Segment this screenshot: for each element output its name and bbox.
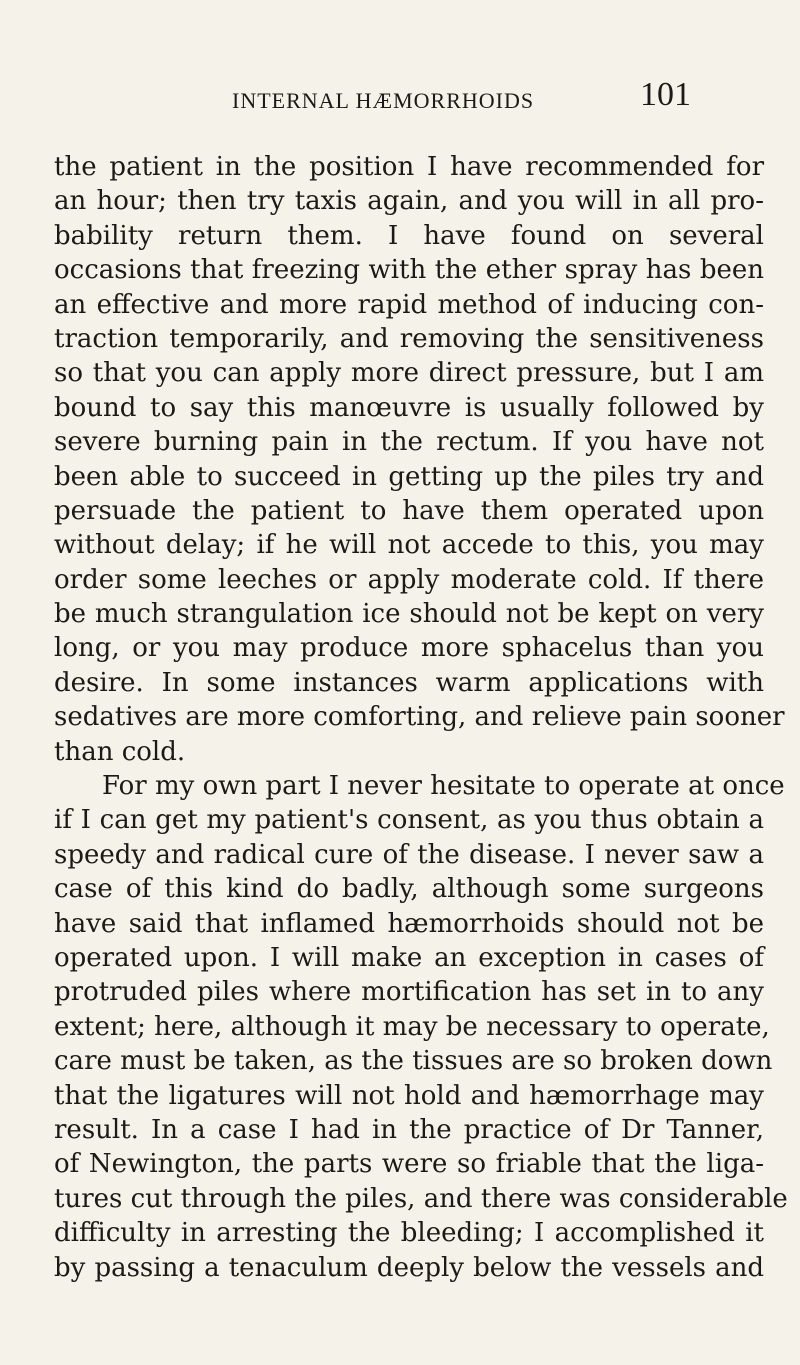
text-line: be much strangulation ice should not be kept on very [54,599,764,630]
text-line: sedatives are more comforting, and relieve pain sooner [54,702,785,733]
text-line: traction temporarily, and removing the sensitiveness [54,323,764,354]
text-line: than cold. [54,736,186,767]
text-line: order some leeches or apply moderate cold. If there [54,564,764,595]
text-line: without delay; if he will not accede to this, you may [54,530,764,561]
text-line: result. In a case I had in the practice of Dr Tanner, [54,1114,764,1145]
text-line: For my own part I never hesitate to operate at once [102,771,785,802]
text-line: have said that inflamed hæmorrhoids should not be [54,908,764,939]
running-header [0,76,800,122]
text-line: bound to say this manœuvre is usually followed by [54,392,764,423]
running-title: INTERNAL HÆMORRHOIDS [232,88,535,113]
text-line: operated upon. I will make an exception in cases of [54,942,764,973]
text-line: extent; here, although it may be necessary to operate, [54,1011,770,1042]
text-line: an effective and more rapid method of inducing con- [54,289,764,320]
text-line: speedy and radical cure of the disease. I never saw a [54,839,764,870]
text-line: the patient in the position I have recommended for [54,152,764,182]
text-line: difficulty in arresting the bleeding; I accomplished it [54,1218,764,1249]
text-line: occasions that freezing with the ether spray has been [54,255,764,286]
text-line: by passing a tenaculum deeply below the vessels and [54,1252,764,1283]
text-line: tures cut through the piles, and there was considerable [54,1183,788,1214]
text-line: care must be taken, as the tissues are so broken down [54,1046,773,1077]
text-line: if I can get my patient's consent, as you thus obtain a [54,805,764,836]
text-line: persuade the patient to have them operated upon [54,495,764,526]
text-line: of Newington, the parts were so friable that the liga- [54,1149,764,1180]
text-line: that the ligatures will not hold and hæmorrhage may [54,1080,764,1111]
body-text [54,150,788,1285]
text-line: long, or you may produce more sphacelus than you [54,633,764,664]
text-line: been able to succeed in getting up the piles try and [54,461,764,492]
text-line: case of this kind do badly, although some surgeons [54,874,764,905]
text-line: desire. In some instances warm applications with [54,667,764,698]
paragraph-1 [54,150,785,769]
text-line: an hour; then try taxis again, and you will in all pro- [54,186,764,217]
text-line: so that you can apply more direct pressure, but I am [54,358,764,389]
text-line: bability return them. I have found on several [54,220,764,251]
text-line: severe burning pain in the rectum. If you have not [54,427,764,458]
paragraph-2 [54,769,788,1285]
text-line: protruded piles where mortification has set in to any [54,977,764,1008]
page-number: 101 [640,76,691,113]
